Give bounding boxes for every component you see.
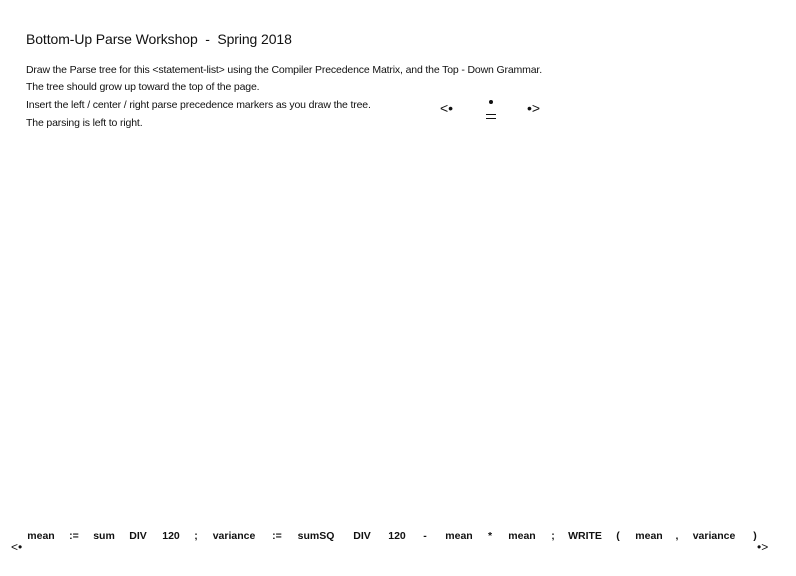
instruction-line-4: The parsing is left to right. bbox=[26, 117, 143, 129]
token: , bbox=[675, 530, 679, 542]
token: * bbox=[487, 530, 493, 542]
token: := bbox=[69, 530, 79, 542]
token: variance bbox=[692, 530, 736, 542]
equal-marker-line-top bbox=[486, 114, 496, 115]
token: ( bbox=[616, 530, 620, 542]
token: WRITE bbox=[568, 530, 602, 542]
token: sumSQ bbox=[297, 530, 335, 542]
equal-marker-dot bbox=[489, 100, 493, 104]
page-title: Bottom-Up Parse Workshop - Spring 2018 bbox=[26, 31, 292, 47]
token: ; bbox=[551, 530, 555, 542]
token: - bbox=[423, 530, 427, 542]
instruction-line-2: The tree should grow up toward the top of the page. bbox=[26, 81, 260, 93]
token: mean bbox=[635, 530, 663, 542]
token: mean bbox=[445, 530, 473, 542]
token: ) bbox=[753, 530, 757, 542]
left-precedence-marker: <• bbox=[440, 100, 454, 116]
token: ; bbox=[194, 530, 198, 542]
token: sum bbox=[93, 530, 115, 542]
token: 120 bbox=[162, 530, 180, 542]
right-precedence-marker: •> bbox=[527, 100, 541, 116]
token: := bbox=[272, 530, 282, 542]
token: variance bbox=[212, 530, 256, 542]
token: DIV bbox=[129, 530, 147, 542]
token: mean bbox=[508, 530, 536, 542]
equal-marker-line-bottom bbox=[486, 118, 496, 119]
token: 120 bbox=[388, 530, 406, 542]
instruction-line-1: Draw the Parse tree for this <statement-list> using the Compiler Precedence Matrix, and the Top - Down Grammar. bbox=[26, 64, 542, 76]
token: DIV bbox=[353, 530, 371, 542]
instruction-line-3: Insert the left / center / right parse precedence markers as you draw the tree. bbox=[26, 99, 371, 111]
token: mean bbox=[27, 530, 55, 542]
end-marker: •> bbox=[757, 540, 769, 554]
start-marker: <• bbox=[11, 540, 23, 554]
